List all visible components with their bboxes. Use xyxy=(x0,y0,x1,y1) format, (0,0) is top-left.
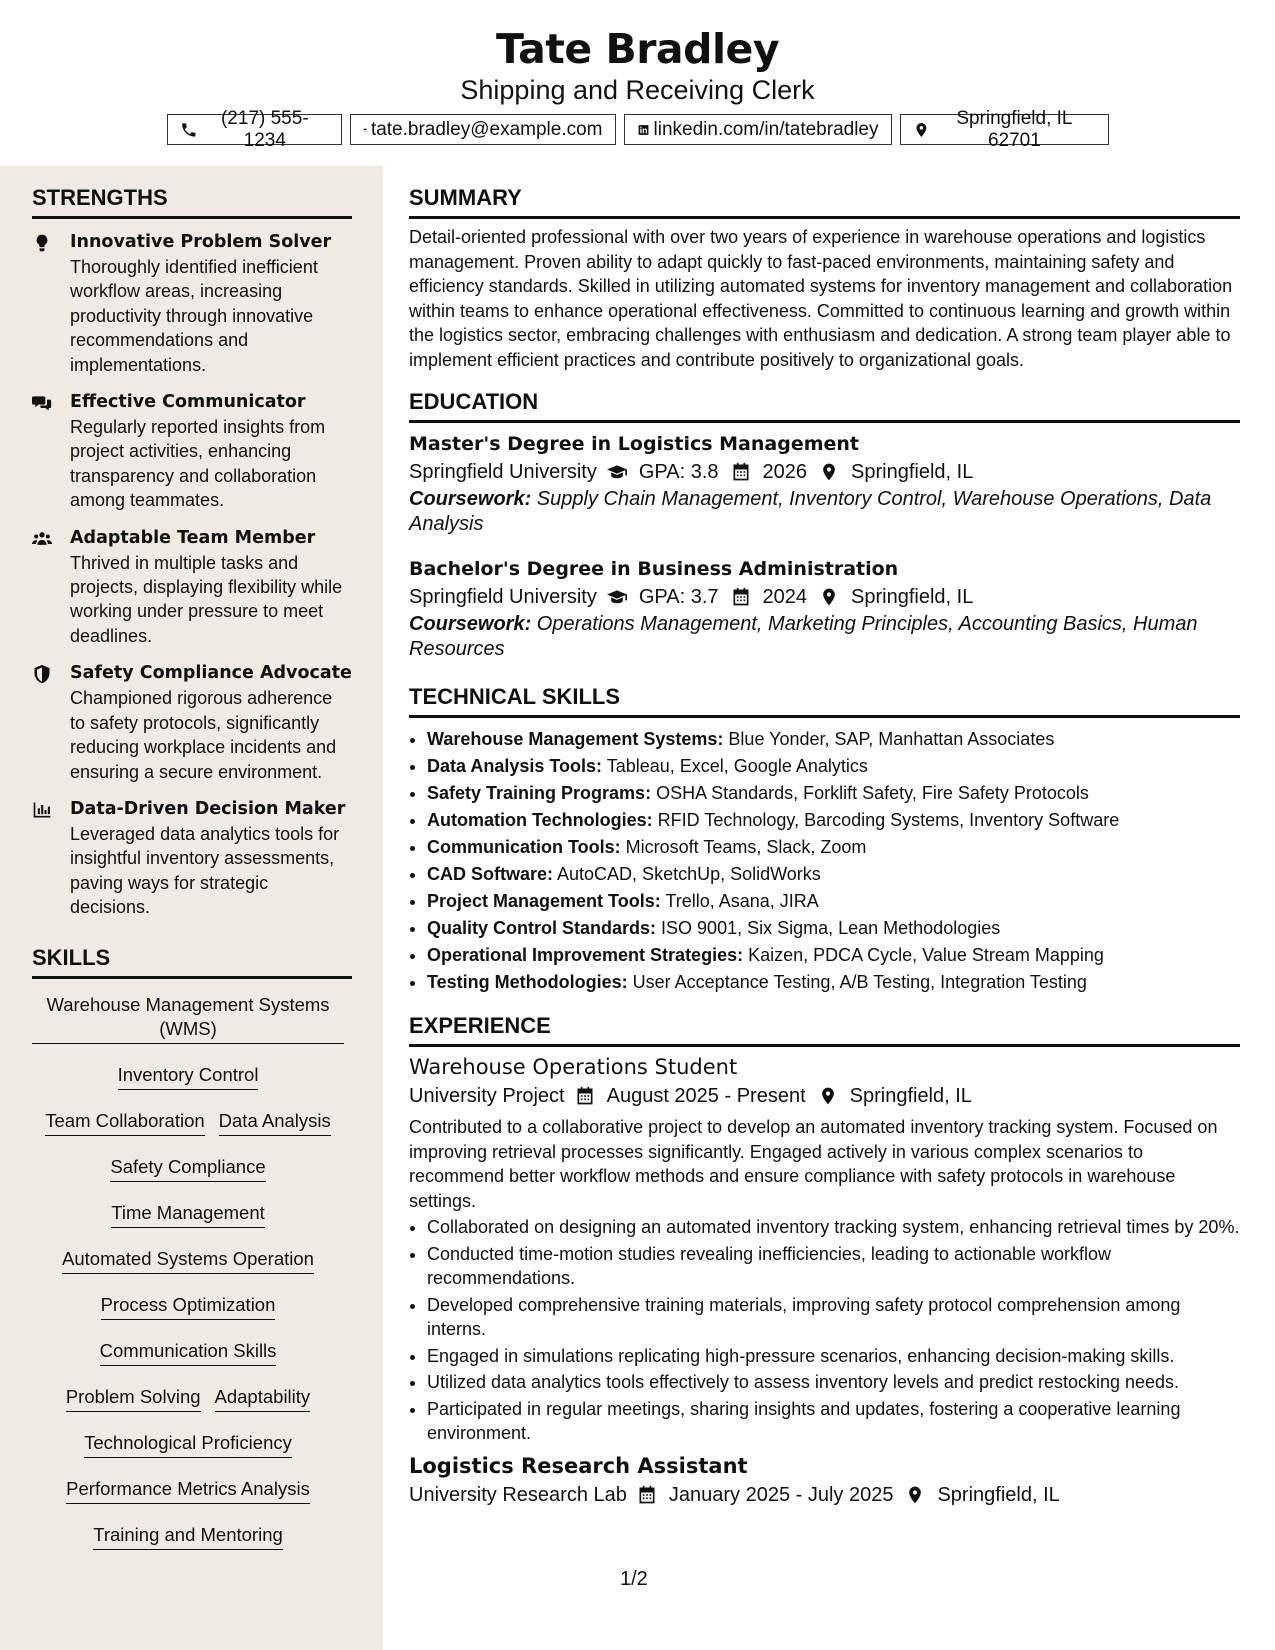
tech-label: Communication Tools: xyxy=(427,837,621,857)
tech-value: AutoCAD, SketchUp, SolidWorks xyxy=(553,864,821,884)
strength-item xyxy=(32,525,352,649)
map-pin-icon xyxy=(819,462,839,482)
coursework xyxy=(409,487,1240,536)
strength-desc: Leveraged data analytics tools for insightful inventory assessments, paving ways for strategic decisions. xyxy=(70,823,340,918)
coursework-label: Coursework: xyxy=(409,613,532,635)
skill-tag: Performance Metrics Analysis xyxy=(66,1477,310,1504)
skill-tag: Problem Solving xyxy=(66,1385,201,1412)
tech-label: Quality Control Standards: xyxy=(427,918,657,938)
calendar-icon xyxy=(637,1485,657,1505)
job-meta xyxy=(409,1081,1240,1111)
job-bullet: • Collaborated on designing an automated inventory tracking system, enhancing retrieval times by 20%. xyxy=(427,1215,1240,1240)
location-text: Springfield, IL 62701 xyxy=(956,107,1073,151)
linkedin-icon xyxy=(637,121,650,139)
tech-skill-item xyxy=(427,915,1240,942)
degree-title: Bachelor's Degree in Business Administration xyxy=(409,558,899,580)
linkedin-text: linkedin.com/in/tatebradley xyxy=(653,118,879,140)
tech-label: Data Analysis Tools: xyxy=(427,756,603,776)
job-bullet: • Engaged in simulations replicating high-pressure scenarios, enhancing decision-making skills. xyxy=(427,1344,1240,1369)
resume-header xyxy=(0,0,1275,166)
strength-item xyxy=(32,389,352,513)
technical-skills-heading: TECHNICAL SKILLS xyxy=(409,683,1240,718)
tech-skill-item xyxy=(427,942,1240,969)
job-dates: August 2025 - Present xyxy=(606,1085,806,1107)
tech-label: Automation Technologies: xyxy=(427,810,653,830)
envelope-icon xyxy=(363,121,367,139)
tech-value: Microsoft Teams, Slack, Zoom xyxy=(620,837,867,857)
candidate-name: Tate Bradley xyxy=(495,25,780,73)
calendar-icon xyxy=(731,462,751,482)
main-content xyxy=(409,166,1240,1510)
email-text: tate.bradley@example.com xyxy=(370,118,603,140)
job-bullet: • Participated in regular meetings, sharing insights and updates, fostering a cooperative learning environment. xyxy=(427,1397,1240,1446)
graduation-cap-icon xyxy=(607,462,627,482)
job-dates: January 2025 - July 2025 xyxy=(668,1483,894,1506)
tech-value: Tableau, Excel, Google Analytics xyxy=(602,756,868,776)
tech-label: Testing Methodologies: xyxy=(427,972,628,992)
education-entry xyxy=(409,431,1240,536)
skill-tag: Automated Systems Operation xyxy=(62,1247,314,1274)
job-entry xyxy=(409,1452,1240,1510)
skills-list xyxy=(32,979,344,1569)
school-name: Springfield University xyxy=(409,586,597,608)
phone-icon xyxy=(180,121,198,139)
strengths-heading: STRENGTHS xyxy=(32,184,352,219)
job-meta xyxy=(409,1480,1240,1510)
skill-tag: Technological Proficiency xyxy=(84,1431,292,1458)
contact-bar xyxy=(0,107,1275,151)
contact-location xyxy=(900,107,1109,151)
calendar-icon xyxy=(575,1086,595,1106)
job-position: Logistics Research Assistant xyxy=(409,1453,748,1478)
tech-skill-item xyxy=(427,807,1240,834)
strength-title: Safety Compliance Advocate xyxy=(70,663,352,684)
education-entry xyxy=(409,556,1240,661)
skill-tag: Communication Skills xyxy=(100,1339,277,1366)
gpa: GPA: 3.8 xyxy=(638,461,719,483)
coursework-label: Coursework: xyxy=(409,488,532,510)
tech-skill-item xyxy=(427,888,1240,915)
skill-tag: Inventory Control xyxy=(118,1063,259,1090)
calendar-icon xyxy=(731,587,751,607)
strength-item xyxy=(32,660,352,784)
technical-skills-list xyxy=(409,726,1240,996)
job-org: University Project xyxy=(409,1085,565,1107)
strength-desc: Regularly reported insights from project activities, enhancing transparency and collaboration among teammates. xyxy=(70,417,326,511)
skills-heading: SKILLS xyxy=(32,944,352,979)
contact-linkedin[interactable] xyxy=(624,114,892,145)
graduation-year: 2024 xyxy=(762,586,808,608)
education-meta xyxy=(409,457,1240,487)
strength-title: Innovative Problem Solver xyxy=(70,232,332,252)
tech-skill-item xyxy=(427,861,1240,888)
tech-value: Trello, Asana, JIRA xyxy=(660,891,819,911)
coursework-list: Operations Management, Marketing Principles, Accounting Basics, Human Resources xyxy=(409,613,1198,660)
shield-icon xyxy=(32,664,52,684)
strength-title: Adaptable Team Member xyxy=(70,527,316,548)
chart-bar-icon xyxy=(32,800,52,820)
map-pin-icon xyxy=(818,1086,838,1106)
strength-title: Data-Driven Decision Maker xyxy=(70,798,346,819)
summary-heading: SUMMARY xyxy=(409,184,1240,219)
job-bullets xyxy=(409,1215,1240,1446)
job-bullet: • Developed comprehensive training materials, improving safety protocol comprehension among interns. xyxy=(427,1293,1240,1342)
tech-skill-item xyxy=(427,726,1240,753)
degree-title: Master's Degree in Logistics Management xyxy=(409,433,860,455)
job-bullet: • Utilized data analytics tools effectively to assess inventory levels and predict restocking needs. xyxy=(427,1370,1240,1395)
coursework xyxy=(409,612,1240,661)
strength-desc: Thrived in multiple tasks and projects, displaying flexibility while working under pressure to meet deadlines. xyxy=(70,552,343,646)
skill-tag: Team Collaboration xyxy=(45,1109,204,1136)
tech-value: ISO 9001, Six Sigma, Lean Methodologies xyxy=(656,918,1001,938)
strength-item xyxy=(32,229,352,377)
tech-value: Blue Yonder, SAP, Manhattan Associates xyxy=(723,729,1055,749)
strength-title: Effective Communicator xyxy=(70,392,306,413)
tech-value: RFID Technology, Barcoding Systems, Inventory Software xyxy=(652,810,1120,830)
phone-text: (217) 555-1234 xyxy=(220,107,309,151)
tech-value: User Acceptance Testing, A/B Testing, Integration Testing xyxy=(627,972,1087,992)
map-pin-icon xyxy=(913,121,930,139)
lightbulb-icon xyxy=(32,233,52,253)
skill-tag: Warehouse Management Systems (WMS) xyxy=(32,993,344,1044)
tech-skill-item xyxy=(427,834,1240,861)
gpa: GPA: 3.7 xyxy=(638,586,719,608)
tech-skill-item xyxy=(427,753,1240,780)
summary-text: Detail-oriented professional with over two years of experience in warehouse operations and logistics management. Proven ability to adapt quickly to fast-paced environments, maintaining safety and efficiency standards. Skilled in utilizing automated systems for inventory management and collaboration within teams to enhance operational effectiveness. Committed to continuous learning and growth within the logistics sector, embracing challenges with enthusiasm and dedication. A strong team player able to implement efficient practices and contribute positively to organizational goals. xyxy=(409,227,1233,370)
job-bullet: • Conducted time-motion studies revealing inefficiencies, leading to actionable workflow recommendations. xyxy=(427,1242,1240,1291)
skill-tag: Time Management xyxy=(111,1201,265,1228)
school-location: Springfield, IL xyxy=(851,586,974,608)
job-title: Shipping and Receiving Clerk xyxy=(460,75,815,105)
tech-label: CAD Software: xyxy=(427,864,554,884)
strength-desc: Championed rigorous adherence to safety protocols, significantly reducing workplace incidents and ensuring a secure environment. xyxy=(70,688,337,782)
skill-tag: Data Analysis xyxy=(219,1109,331,1136)
strength-desc: Thoroughly identified inefficient workflow areas, increasing productivity through innovative recommendations and implementations. xyxy=(70,257,318,375)
tech-label: Project Management Tools: xyxy=(427,891,661,911)
comments-icon xyxy=(32,393,52,413)
contact-phone[interactable] xyxy=(167,107,342,151)
skill-tag: Process Optimization xyxy=(101,1293,276,1320)
tech-skill-item xyxy=(427,780,1240,807)
sidebar xyxy=(0,166,383,1650)
tech-label: Warehouse Management Systems: xyxy=(427,729,724,749)
education-heading: EDUCATION xyxy=(409,388,1240,423)
skill-tag: Training and Mentoring xyxy=(93,1523,283,1550)
map-pin-icon xyxy=(819,587,839,607)
tech-label: Safety Training Programs: xyxy=(427,783,652,803)
strength-item xyxy=(32,796,352,920)
team-icon xyxy=(32,529,52,549)
experience-heading: EXPERIENCE xyxy=(409,1012,1240,1047)
skill-tag: Safety Compliance xyxy=(110,1155,265,1182)
job-location: Springfield, IL xyxy=(937,1483,1060,1506)
job-entry xyxy=(409,1053,1240,1446)
school-location: Springfield, IL xyxy=(851,461,974,483)
job-position: Warehouse Operations Student xyxy=(409,1055,738,1079)
tech-skill-item xyxy=(427,969,1240,996)
tech-value: Kaizen, PDCA Cycle, Value Stream Mapping xyxy=(743,945,1104,965)
job-org: University Research Lab xyxy=(409,1483,627,1506)
coursework-list: Supply Chain Management, Inventory Control, Warehouse Operations, Data Analysis xyxy=(409,488,1212,535)
tech-value: OSHA Standards, Forklift Safety, Fire Safety Protocols xyxy=(651,783,1089,803)
page-number: 1/2 xyxy=(620,1568,648,1590)
skill-tag: Adaptability xyxy=(215,1385,311,1412)
job-location: Springfield, IL xyxy=(849,1085,972,1107)
job-description: Contributed to a collaborative project to develop an automated inventory tracking system. Focused on improving retrieval processes significantly. Engaged actively in various complex scenarios to recommend better workflow methods and ensure compliance with safety protocols in warehouse settings. xyxy=(409,1117,1218,1211)
education-meta xyxy=(409,582,1240,612)
tech-label: Operational Improvement Strategies: xyxy=(427,945,744,965)
graduation-cap-icon xyxy=(607,587,627,607)
school-name: Springfield University xyxy=(409,461,597,483)
graduation-year: 2026 xyxy=(762,461,808,483)
map-pin-icon xyxy=(905,1485,925,1505)
contact-email[interactable] xyxy=(350,114,616,145)
